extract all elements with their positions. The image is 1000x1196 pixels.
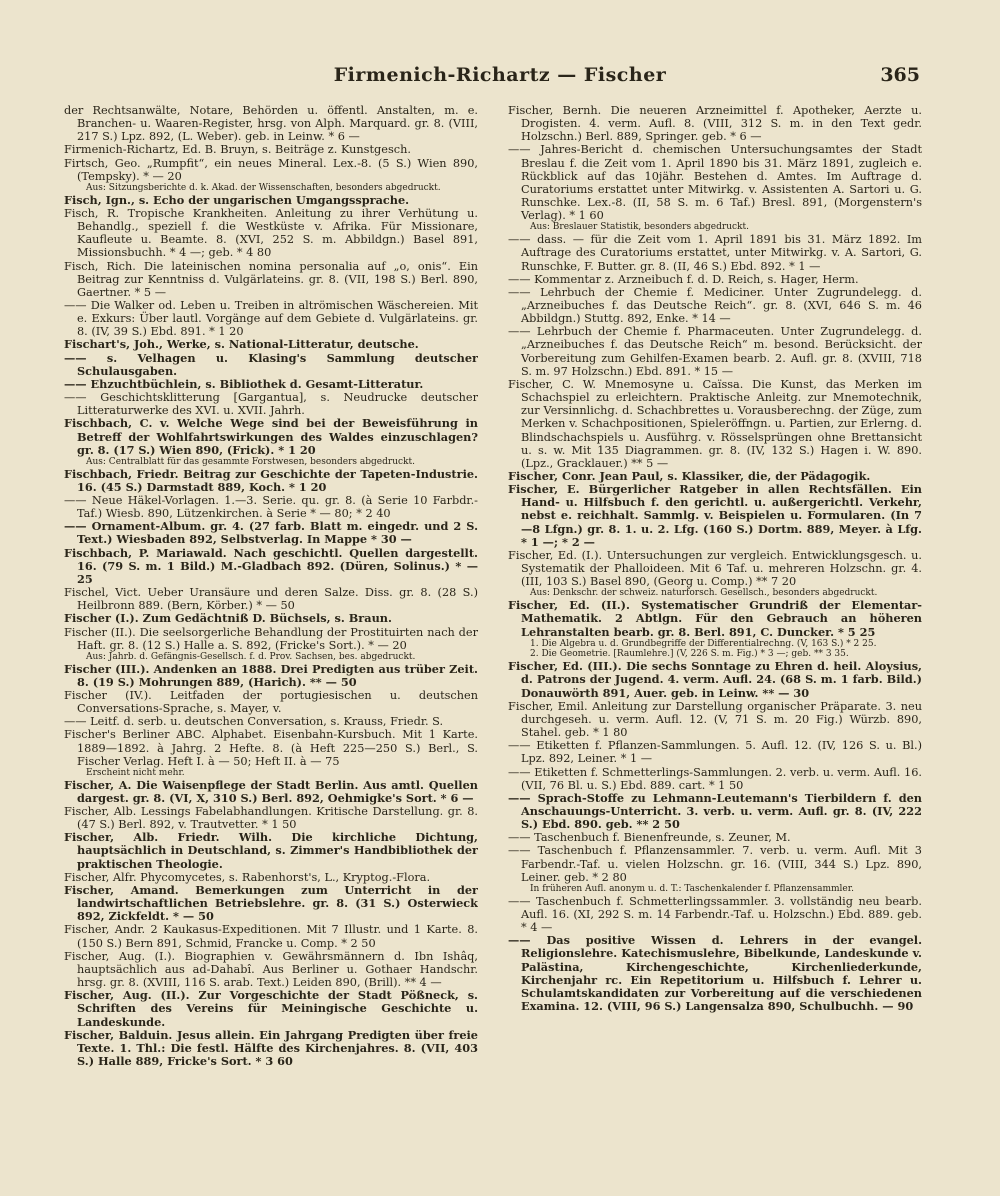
catalog-entry: —— Jahres-Bericht d. chemischen Untersuchungsamtes der Stadt Breslau f. die Zeit vom 1. April 1890 bis 31. März 1891, zugleich e. Rückblick auf das 10jähr. Bestehen d. Amtes. Im Auftrage d. Curatoriums erstattet unter Mitwirkg. v. Assistenten A. Sartori u. G. Runschke. Lex.-8. (II, 58 S. m. 6 Taf.) Bresl. 891, (Morgenstern's Verlag). * 1 60	[508, 143, 922, 223]
catalog-entry: —— Ornament-Album. gr. 4. (27 farb. Blatt m. eingedr. und 2 S. Text.) Wiesbaden 892, Selbstverlag. In Mappe * 30 —	[64, 519, 478, 547]
catalog-entry: —— Kommentar z. Arzneibuch f. d. D. Reich, s. Hager, Herm.	[508, 272, 859, 286]
catalog-note: In früheren Aufl. anonym u. d. T.: Taschenkalender f. Pflanzensammler.	[530, 883, 854, 894]
right-column	[508, 104, 922, 1013]
catalog-entry: Fischer, Bernh. Die neueren Arzneimittel f. Apotheker, Aerzte u. Drogisten. 4. verm. Aufl. 8. (VIII, 312 S. m. in den Text gedr. Holzschn.) Berl. 889, Springer. geb. * 6 —	[508, 104, 922, 144]
catalog-entry: Fischbach, P. Mariawald. Nach geschichtl. Quellen dargestellt. 16. (79 S. m. 1 Bild.) M.-Gladbach 892. (Düren, Solinus.) * — 25	[64, 545, 478, 586]
catalog-note: 2. Die Geometrie. [Raumlehre.] (V, 226 S. m. Fig.) * 3 —; geb. ** 3 35.	[530, 649, 849, 660]
catalog-entry: —— Lehrbuch der Chemie f. Pharmaceuten. Unter Zugrundelegg. d. „Arzneibuches f. das Deutsche Reich“ m. besond. Berücksicht. der Vorbereitung zum Gehilfen-Examen bearb. 2. Aufl. gr. 8. (XVIII, 718 S. m. 97 Holzschn.) Ebd. 891. * 15 —	[508, 325, 922, 378]
left-column	[64, 104, 478, 1068]
catalog-entry: Fischer, Ed. (I.). Untersuchungen zur vergleich. Entwicklungsgesch. u. Systematik der Phalloideen. Mit 6 Taf. u. mehreren Holzschn. gr. 4. (III, 103 S.) Basel 890, (Georg u. Comp.) ** 7 20	[508, 548, 922, 589]
catalog-entry: Fischer, Alb. Friedr. Wilh. Die kirchliche Dichtung, hauptsächlich in Deutschland, s. Zimmer's Handbibliothek der praktischen Theologie.	[64, 830, 478, 871]
catalog-entry: Fischer, Emil. Anleitung zur Darstellung organischer Präparate. 3. neu durchgeseh. u. verm. Aufl. 12. (V, 71 S. m. 20 Fig.) Würzb. 890, Stahel. geb. * 1 80	[508, 699, 922, 740]
catalog-entry: Fisch, R. Tropische Krankheiten. Anleitung zu ihrer Verhütung u. Behandlg., speziell f. die Westküste v. Afrika. Für Missionare, Kaufleute u. Beamte. 8. (XVI, 252 S. m. Abbildgn.) Basel 891, Missionsbuchh. * 4 —; geb. * 4 80	[64, 206, 478, 260]
catalog-note: Aus: Centralblatt für das gesammte Forstwesen, besonders abgedruckt.	[86, 456, 415, 467]
catalog-entry: Fischer (I.). Zum Gedächtniß D. Büchsels, s. Braun.	[64, 611, 392, 626]
catalog-entry: —— Taschenbuch f. Schmetterlingssammler. 3. vollständig neu bearb. Aufl. 16. (XI, 292 S. m. 14 Farbendr.-Taf. u. Holzschn.) Ebd. 889. geb. * 4 —	[508, 894, 922, 935]
catalog-entry: Fischer, Ed. (III.). Die sechs Sonntage zu Ehren d. heil. Aloysius, d. Patrons der Jugend. 4. verm. Aufl. 24. (68 S. m. 1 farb. Bild.) Donauwörth 891, Auer. geb. in Leinw. ** — 30	[508, 659, 922, 700]
catalog-entry: Fisch, Rich. Die lateinischen nomina personalia auf „o, onis“. Ein Beitrag zur Kenntniss d. Vulgärlateins. gr. 8. (VII, 198 S.) Berl. 890, Gaertner. * 5 —	[64, 259, 478, 299]
catalog-entry: Fischer, Aug. (II.). Zur Vorgeschichte der Stadt Pößneck, s. Schriften des Vereins für Meiningische Geschichte u. Landeskunde.	[64, 988, 478, 1029]
page-title: Firmenich-Richartz — Fischer	[333, 64, 667, 86]
page-number: 365	[880, 64, 920, 86]
catalog-entry: —— Etiketten f. Schmetterlings-Sammlungen. 2. verb. u. verm. Aufl. 16. (VII, 76 Bl. u. S.) Ebd. 889. cart. * 1 50	[508, 765, 922, 792]
catalog-entry: —— Ehzuchtbüchlein, s. Bibliothek d. Gesamt-Litteratur.	[64, 376, 424, 391]
catalog-entry: Fischer (II.). Die seelsorgerliche Behandlung der Prostituirten nach der Haft. gr. 8. (12 S.) Halle a. S. 892, (Fricke's Sort.). * — 20	[64, 625, 478, 652]
catalog-note: Aus: Sitzungsberichte d. k. Akad. der Wissenschaften, besonders abgedruckt.	[86, 182, 441, 193]
catalog-entry: Fischer, E. Bürgerlicher Ratgeber in allen Rechtsfällen. Ein Hand- u. Hilfsbuch f. den gerichtl. u. außergerichtl. Verkehr, nebst e. reichhalt. Sammlg. v. Beispielen u. Formularen. (In 7—8 Lfgn.) gr. 8. 1. u. 2. Lfg. (160 S.) Dortm. 889, Meyer. à Lfg. * 1 —; * 2 —	[508, 482, 922, 549]
catalog-entry: —— s. Velhagen u. Klasing's Sammlung deutscher Schulausgaben.	[64, 350, 478, 378]
catalog-entry: —— Etiketten f. Pflanzen-Sammlungen. 5. Aufl. 12. (IV, 126 S. u. Bl.) Lpz. 892, Leiner. * 1 —	[508, 739, 922, 766]
catalog-entry: Firmenich-Richartz, Ed. B. Bruyn, s. Beiträge z. Kunstgesch.	[64, 143, 411, 157]
catalog-entry: —— Taschenbuch f. Bienenfreunde, s. Zeuner, M.	[508, 831, 791, 845]
catalog-entry: Fischel, Vict. Ueber Uransäure und deren Salze. Diss. gr. 8. (28 S.) Heilbronn 889. (Bern, Körber.) * — 50	[64, 586, 478, 613]
catalog-entry: Fischer, Alb. Lessings Fabelabhandlungen. Kritische Darstellung. gr. 8. (47 S.) Berl. 892, v. Trautvetter. * 1 50	[64, 805, 478, 832]
catalog-entry: der Rechtsanwälte, Notare, Behörden u. öffentl. Anstalten, m. e. Branchen- u. Waaren-Register, hrsg. von Alph. Marquard. gr. 8. (VIII, 217 S.) Lpz. 892, (L. Weber). geb. in Leinw. * 6 —	[64, 104, 478, 144]
catalog-entry: —— Taschenbuch f. Pflanzensammler. 7. verb. u. verm. Aufl. Mit 3 Farbendr.-Taf. u. vielen Holzschn. gr. 16. (VIII, 344 S.) Lpz. 890, Leiner. geb. * 2 80	[508, 844, 922, 884]
catalog-note: Aus: Jahrb. d. Gefängnis-Gesellsch. f. d. Prov. Sachsen, bes. abgedruckt.	[86, 651, 416, 662]
catalog-entry: —— Neue Häkel-Vorlagen. 1.—3. Serie. qu. gr. 8. (à Serie 10 Farbdr.-Taf.) Wiesb. 890, Lützenkirchen. à Serie * — 80; * 2 40	[64, 493, 478, 521]
catalog-entry: Fischer, Aug. (I.). Biographien v. Gewährsmännern d. Ibn Ishâq, hauptsächlich aus ad-Dahabî. Aus Berliner u. Gothaer Handschr. hrsg. gr. 8. (XVIII, 116 S. arab. Text.) Leiden 890, (Brill). ** 4 —	[64, 949, 478, 990]
catalog-entry: —— Die Walker od. Leben u. Treiben in altrömischen Wäschereien. Mit e. Exkurs: Über lautl. Vorgänge auf dem Gebiete d. Vulgärlateins. gr. 8. (IV, 39 S.) Ebd. 891. * 1 20	[64, 298, 478, 339]
catalog-entry: Fischbach, Friedr. Beitrag zur Geschichte der Tapeten-Industrie. 16. (45 S.) Darmstadt 889, Koch. * 1 20	[64, 466, 478, 494]
catalog-entry: Fischbach, C. v. Welche Wege sind bei der Beweisführung in Betreff der Wohlfahrtswirkungen des Waldes einzuschlagen? gr. 8. (17 S.) Wien 890, (Frick). * 1 20	[64, 416, 478, 457]
catalog-entry: Fischer, Ed. (II.). Systematischer Grundriß der Elementar-Mathematik. 2 Abtlgn. Für den Gebrauch an höheren Lehranstalten bearb. gr. 8. Berl. 891, C. Duncker. * 5 25	[508, 598, 922, 639]
catalog-entry: Fischer (IV.). Leitfaden der portugiesischen u. deutschen Conversations-Sprache, s. Mayer, v.	[64, 688, 478, 716]
catalog-entry: —— Sprach-Stoffe zu Lehmann-Leutemann's Tierbildern f. den Anschauungs-Unterricht. 3. verb. u. verm. Aufl. gr. 8. (IV, 222 S.) Ebd. 890. geb. ** 2 50	[508, 790, 922, 832]
catalog-note: Erscheint nicht mehr.	[86, 767, 185, 778]
catalog-note: 1. Die Algebra u. d. Grundbegriffe der Differentialrechng. (V, 163 S.) * 2 25.	[530, 638, 877, 649]
catalog-entry: Fischart's, Joh., Werke, s. National-Litteratur, deutsche.	[64, 337, 419, 352]
catalog-entry: Fischer, Alfr. Phycomycetes, s. Rabenhorst's, L., Kryptog.-Flora.	[64, 870, 431, 884]
catalog-note: Aus: Denkschr. der schweiz. naturforsch. Gesellsch., besonders abgedruckt.	[530, 588, 878, 599]
catalog-entry: —— Das positive Wissen d. Lehrers in der evangel. Religionslehre. Katechismuslehre, Bibelkunde, Landeskunde v. Palästina, Kirchengeschichte, Kirchenliederkunde, Kirchenjahr rc. Ein Repetitorium u. Hilfsbuch f. Lehrer u. Schulamtskandidaten zur Vorbereitung auf die verschiedenen Examina. 12. (VIII, 96 S.) Langensalza 890, Schulbuchh. — 90	[508, 933, 922, 1013]
catalog-entry: Fischer, A. Die Waisenpflege der Stadt Berlin. Aus amtl. Quellen dargest. gr. 8. (VI, X, 310 S.) Berl. 892, Oehmigke's Sort. * 6 —	[64, 777, 478, 805]
running-head	[0, 64, 1000, 92]
catalog-entry: Fischer's Berliner ABC. Alphabet. Eisenbahn-Kursbuch. Mit 1 Karte. 1889—1892. à Jahrg. 2 Hefte. 8. (à Heft 225—250 S.) Berl., S. Fischer Verlag. Heft I. à — 50; Heft II. à — 75	[64, 728, 478, 768]
catalog-entry: Fischer, Amand. Bemerkungen zum Unterricht in der landwirtschaftlichen Betriebslehre. gr. 8. (31 S.) Osterwieck 892, Zickfeldt. * — 50	[64, 882, 478, 924]
catalog-entry: Firtsch, Geo. „Rumpfit“, ein neues Mineral. Lex.-8. (5 S.) Wien 890, (Tempsky). * — 20	[64, 156, 478, 183]
catalog-entry: Fischer, Andr. 2 Kaukasus-Expeditionen. Mit 7 Illustr. und 1 Karte. 8. (150 S.) Bern 891, Schmid, Francke u. Comp. * 2 50	[64, 923, 478, 950]
catalog-entry: Fischer (III.). Andenken an 1888. Drei Predigten aus trüber Zeit. 8. (19 S.) Mohrungen 889, (Harich). ** — 50	[64, 661, 478, 689]
catalog-entry: Fischer, Balduin. Jesus allein. Ein Jahrgang Predigten über freie Texte. 1. Thl.: Die festl. Hälfte des Kirchenjahres. 8. (VII, 403 S.) Halle 889, Fricke's Sort. * 3 60	[64, 1027, 478, 1068]
catalog-entry: —— Lehrbuch der Chemie f. Mediciner. Unter Zugrundelegg. d. „Arzneibuches f. das Deutsche Reich“. gr. 8. (XVI, 646 S. m. 46 Abbildgn.) Stuttg. 892, Enke. * 14 —	[508, 285, 922, 326]
catalog-entry: Fischer, Conr. Jean Paul, s. Klassiker, die, der Pädagogik.	[508, 469, 871, 484]
catalog-entry: Fisch, Ign., s. Echo der ungarischen Umgangssprache.	[64, 192, 410, 207]
catalog-entry: —— dass. — für die Zeit vom 1. April 1891 bis 31. März 1892. Im Auftrage des Curatoriums erstattet, unter Mitwirkg. v. A. Sartori, G. Runschke, F. Butter. gr. 8. (II, 46 S.) Ebd. 892. * 1 —	[508, 233, 922, 273]
catalog-entry: —— Geschichtsklitterung [Gargantua], s. Neudrucke deutscher Litteraturwerke des XVI. u. XVII. Jahrh.	[64, 391, 478, 418]
catalog-entry: —— Leitf. d. serb. u. deutschen Conversation, s. Krauss, Friedr. S.	[64, 715, 444, 729]
catalog-note: Aus: Breslauer Statistik, besonders abgedruckt.	[530, 222, 749, 233]
catalog-entry: Fischer, C. W. Mnemosyne u. Caïssa. Die Kunst, das Merken im Schachspiel zu erleichtern. Praktische Anleitg. zur Mnemotechnik, zur Versinnlichg. d. Schachbrettes u. Vorausberechng. der Züge, zum Merken v. Schachpositionen, Spieleröffngn. u. Partien, zur Erlerng. d. Blindschachspiels u. Ausführg. v. Rösselsprüngen ohne Brettansicht u. s. w. Mit 135 Diagrammen. gr. 8. (IV, 132 S.) Hagen i. W. 890. (Lpz., Gracklauer.) ** 5 —	[508, 377, 922, 470]
